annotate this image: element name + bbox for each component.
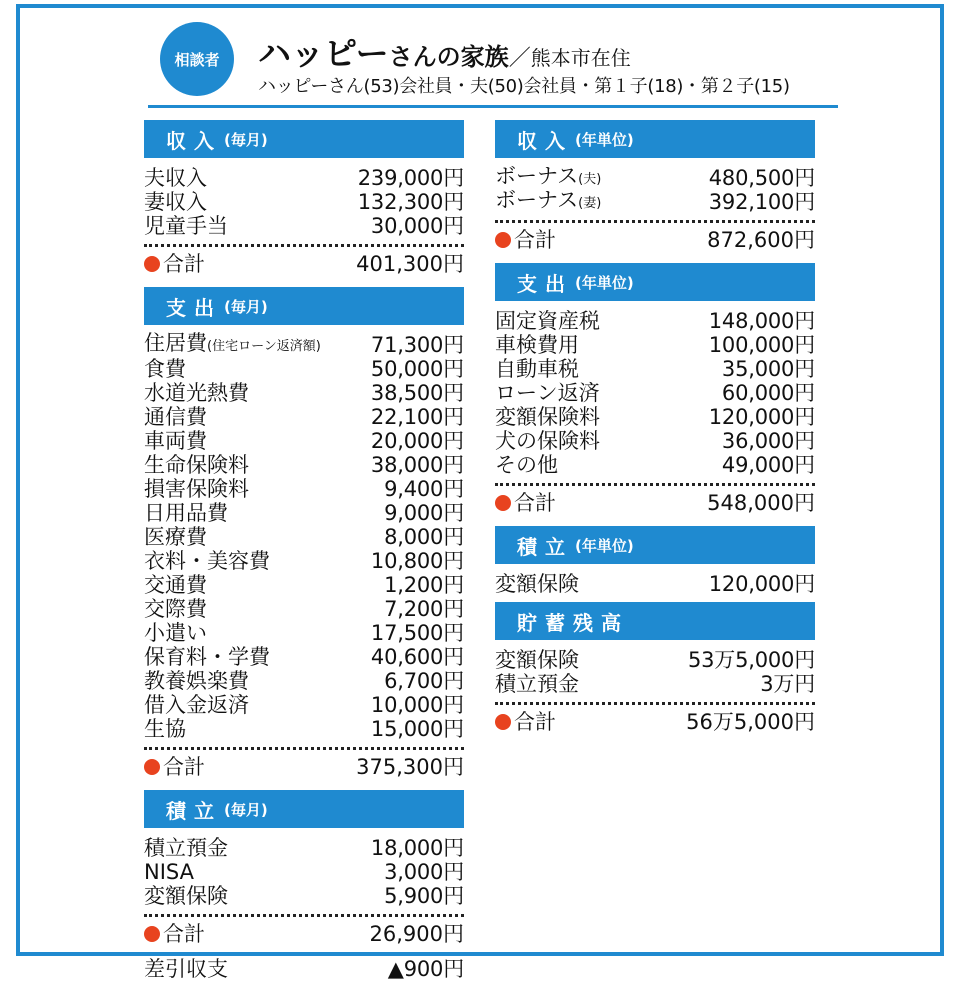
- line-item: [144, 621, 464, 645]
- line-item-value: 10,800円: [370, 549, 464, 573]
- line-item-label-wrap: [144, 669, 249, 693]
- section-title: 貯蓄残高: [517, 610, 629, 635]
- line-item-value: 148,000円: [708, 309, 815, 333]
- line-item: [495, 166, 815, 190]
- line-item-label: 変額保険: [144, 884, 228, 908]
- line-item: [495, 429, 815, 453]
- line-item-label-wrap: [495, 188, 601, 216]
- total-label-wrap: [144, 754, 205, 780]
- line-item-value: 8,000円: [384, 525, 464, 549]
- total-row: [495, 227, 815, 253]
- balance-label: 差引収支: [144, 957, 228, 981]
- line-item-label-wrap: [495, 381, 600, 405]
- line-item-label-wrap: [495, 453, 558, 477]
- line-item: [144, 717, 464, 741]
- line-item-label: 変額保険料: [495, 405, 600, 429]
- line-item-value: 38,500円: [370, 381, 464, 405]
- line-item: [495, 672, 815, 696]
- line-item-sublabel: (夫): [578, 172, 602, 187]
- line-item-label: 固定資産税: [495, 309, 600, 333]
- right-column: [495, 120, 815, 745]
- line-item-label-wrap: [144, 884, 228, 908]
- line-item: [144, 429, 464, 453]
- line-item-value: 15,000円: [370, 717, 464, 741]
- line-item: [144, 453, 464, 477]
- line-item-value: 120,000円: [708, 572, 815, 596]
- section-header: [144, 790, 464, 828]
- line-item: [495, 453, 815, 477]
- section-subtitle: (毎月): [224, 800, 268, 819]
- section-subtitle: (毎月): [224, 130, 268, 149]
- line-item-label: 積立預金: [495, 672, 579, 696]
- line-item-value: 3万円: [760, 672, 815, 696]
- total-label-wrap: [495, 709, 556, 735]
- line-item: [495, 357, 815, 381]
- line-item: [144, 645, 464, 669]
- red-dot-icon: [144, 759, 160, 775]
- line-item-label: 生命保険料: [144, 453, 249, 477]
- line-item-label-wrap: [144, 645, 270, 669]
- dotted-divider: [144, 747, 464, 750]
- line-item-label-wrap: [144, 621, 207, 645]
- line-item-value: 9,000円: [384, 501, 464, 525]
- line-item-label: ローン返済: [495, 381, 600, 405]
- total-label-wrap: [495, 490, 556, 516]
- line-item: [495, 381, 815, 405]
- consultant-header: [148, 8, 838, 108]
- line-item-label-wrap: [144, 381, 249, 405]
- line-item-value: 132,300円: [357, 190, 464, 214]
- line-item: [144, 166, 464, 190]
- family-name-suffix: さんの家族: [388, 43, 509, 71]
- dotted-divider: [495, 702, 815, 705]
- line-item-label: 自動車税: [495, 357, 579, 381]
- total-label-wrap: [144, 921, 205, 947]
- section-header: [144, 120, 464, 158]
- line-item-label: 借入金返済: [144, 693, 249, 717]
- line-item-label-wrap: [144, 549, 270, 573]
- section-title: 積立: [166, 798, 222, 823]
- total-value: 401,300円: [356, 252, 464, 276]
- line-item-label-wrap: [144, 501, 228, 525]
- line-item: [144, 405, 464, 429]
- total-row: [495, 490, 815, 516]
- line-item: [495, 190, 815, 214]
- line-item-value: 53万5,000円: [687, 648, 815, 672]
- line-item-label: 犬の保険料: [495, 429, 600, 453]
- line-item-value: 17,500円: [370, 621, 464, 645]
- line-item-label-wrap: [144, 190, 207, 214]
- section-monthly-income: [144, 120, 464, 277]
- line-item-label-wrap: [144, 693, 249, 717]
- family-name: ハッピー: [258, 34, 389, 73]
- red-dot-icon: [144, 926, 160, 942]
- line-item: [495, 648, 815, 672]
- total-label: 合計: [514, 228, 556, 252]
- line-item: [144, 573, 464, 597]
- line-item-label-wrap: [144, 836, 228, 860]
- line-item-label: 小遣い: [144, 621, 207, 645]
- line-item-label-wrap: [495, 429, 600, 453]
- section-subtitle: (年単位): [575, 130, 634, 149]
- line-item-sublabel: (住宅ローン返済額): [207, 339, 321, 354]
- total-label: 合計: [163, 252, 205, 276]
- line-item-label-wrap: [144, 214, 228, 238]
- line-item-value: 10,000円: [370, 693, 464, 717]
- line-item-label-wrap: [144, 453, 249, 477]
- line-item: [144, 525, 464, 549]
- line-item-value: 480,500円: [708, 166, 815, 190]
- section-monthly-expense: [144, 287, 464, 780]
- line-item: [495, 333, 815, 357]
- line-item-value: 5,900円: [384, 884, 464, 908]
- section-title: 支出: [517, 271, 573, 296]
- line-item: [495, 572, 815, 596]
- line-item-value: 60,000円: [721, 381, 815, 405]
- line-item: [144, 477, 464, 501]
- section-header: [144, 287, 464, 325]
- section-title: 収入: [517, 128, 573, 153]
- name-separator: ／: [508, 46, 531, 71]
- total-label-wrap: [144, 251, 205, 277]
- line-item-label-wrap: [144, 166, 207, 190]
- line-item-label-wrap: [144, 331, 321, 359]
- line-item-value: 120,000円: [708, 405, 815, 429]
- line-item-value: 40,600円: [370, 645, 464, 669]
- line-item-sublabel: (妻): [578, 196, 602, 211]
- line-item-value: 1,200円: [384, 573, 464, 597]
- line-item-label: NISA: [144, 860, 194, 884]
- total-value: 548,000円: [707, 491, 815, 515]
- section-header: [495, 526, 815, 564]
- line-item-label-wrap: [144, 477, 249, 501]
- line-item: [144, 549, 464, 573]
- dotted-divider: [495, 220, 815, 223]
- line-item-label-wrap: [144, 573, 207, 597]
- line-item-label: 住居費: [144, 331, 207, 355]
- total-value: 26,900円: [369, 922, 464, 946]
- line-item-label: 交通費: [144, 573, 207, 597]
- section-annual-income: [495, 120, 815, 253]
- total-row: [495, 709, 815, 735]
- line-item-value: 20,000円: [370, 429, 464, 453]
- line-item-label: 食費: [144, 357, 186, 381]
- red-dot-icon: [144, 256, 160, 272]
- total-label: 合計: [163, 922, 205, 946]
- line-item-label: 日用品費: [144, 501, 228, 525]
- line-item-label: ボーナス: [495, 188, 579, 212]
- total-label: 合計: [514, 710, 556, 734]
- line-item: [495, 309, 815, 333]
- line-item-value: 7,200円: [384, 597, 464, 621]
- line-item-value: 3,000円: [384, 860, 464, 884]
- consultant-badge: 相談者: [160, 22, 234, 96]
- line-item-label: 交際費: [144, 597, 207, 621]
- total-label: 合計: [514, 491, 556, 515]
- line-item-label-wrap: [144, 429, 207, 453]
- line-item: [144, 669, 464, 693]
- dotted-divider: [495, 483, 815, 486]
- line-item-label-wrap: [495, 405, 600, 429]
- line-item-label: 医療費: [144, 525, 207, 549]
- line-item-value: 392,100円: [708, 190, 815, 214]
- line-item-label-wrap: [495, 672, 579, 696]
- line-item-label-wrap: [144, 860, 194, 884]
- section-subtitle: (年単位): [575, 536, 634, 555]
- section-title: 支出: [166, 295, 222, 320]
- red-dot-icon: [495, 232, 511, 248]
- line-item-label: 妻収入: [144, 190, 207, 214]
- line-item-label-wrap: [495, 333, 579, 357]
- line-item-label: 衣料・美容費: [144, 549, 270, 573]
- line-item-label-wrap: [144, 717, 186, 741]
- section-header: [495, 120, 815, 158]
- line-item: [144, 190, 464, 214]
- line-item-value: 49,000円: [721, 453, 815, 477]
- line-item-label: 車検費用: [495, 333, 579, 357]
- section-title: 積立: [517, 534, 573, 559]
- line-item-label: 水道光熱費: [144, 381, 249, 405]
- line-item-label: その他: [495, 453, 558, 477]
- line-item-label-wrap: [495, 572, 579, 596]
- section-monthly-savings: [144, 790, 464, 981]
- family-name-line: [258, 28, 631, 75]
- line-item-label: 生協: [144, 717, 186, 741]
- line-item: [144, 333, 464, 357]
- line-item-label: 積立預金: [144, 836, 228, 860]
- line-item: [495, 405, 815, 429]
- line-item: [144, 860, 464, 884]
- line-item-label: 変額保険: [495, 572, 579, 596]
- line-item-label: 変額保険: [495, 648, 579, 672]
- line-item-value: 6,700円: [384, 669, 464, 693]
- line-item-value: 239,000円: [357, 166, 464, 190]
- total-value: 872,600円: [707, 228, 815, 252]
- line-item-label: 保育料・学費: [144, 645, 270, 669]
- total-value: 56万5,000円: [686, 710, 815, 734]
- line-item-value: 35,000円: [721, 357, 815, 381]
- line-item: [144, 214, 464, 238]
- line-item-value: 100,000円: [708, 333, 815, 357]
- line-item-value: 22,100円: [370, 405, 464, 429]
- line-item-value: 30,000円: [370, 214, 464, 238]
- section-subtitle: (年単位): [575, 273, 634, 292]
- line-item-value: 71,300円: [370, 333, 464, 357]
- line-item-label-wrap: [144, 405, 207, 429]
- line-item: [144, 884, 464, 908]
- line-item: [144, 357, 464, 381]
- section-title: 収入: [166, 128, 222, 153]
- line-item-value: 9,400円: [384, 477, 464, 501]
- line-item-label-wrap: [144, 357, 186, 381]
- total-row: [144, 754, 464, 780]
- line-item: [144, 836, 464, 860]
- section-subtitle: (毎月): [224, 297, 268, 316]
- line-item-label-wrap: [495, 648, 579, 672]
- line-item-label-wrap: [144, 597, 207, 621]
- line-item-label-wrap: [495, 309, 600, 333]
- line-item: [144, 597, 464, 621]
- section-header: [495, 263, 815, 301]
- line-item-label-wrap: [495, 357, 579, 381]
- line-item-label: 夫収入: [144, 166, 207, 190]
- total-value: 375,300円: [356, 755, 464, 779]
- section-annual-savings: [495, 526, 815, 602]
- red-dot-icon: [495, 495, 511, 511]
- line-item-label: 車両費: [144, 429, 207, 453]
- line-item-label: 児童手当: [144, 214, 228, 238]
- section-savings-balance: [495, 602, 815, 735]
- line-item-label: 損害保険料: [144, 477, 249, 501]
- total-row: [144, 251, 464, 277]
- family-members: ハッピーさん(53)会社員・夫(50)会社員・第１子(18)・第２子(15): [258, 76, 790, 97]
- total-label-wrap: [495, 227, 556, 253]
- line-item-value: 36,000円: [721, 429, 815, 453]
- line-item: [144, 693, 464, 717]
- red-dot-icon: [495, 714, 511, 730]
- line-item-label: 教養娯楽費: [144, 669, 249, 693]
- line-item-label: ボーナス: [495, 164, 579, 188]
- line-item-label-wrap: [144, 525, 207, 549]
- dotted-divider: [144, 914, 464, 917]
- line-item-value: 18,000円: [370, 836, 464, 860]
- left-column: [144, 120, 464, 981]
- line-item-label: 通信費: [144, 405, 207, 429]
- line-item: [144, 381, 464, 405]
- section-header: [495, 602, 815, 640]
- total-row: [144, 921, 464, 947]
- line-item-value: 38,000円: [370, 453, 464, 477]
- section-annual-expense: [495, 263, 815, 516]
- residence: 熊本市在住: [530, 46, 631, 70]
- line-item: [144, 501, 464, 525]
- line-item-value: 50,000円: [370, 357, 464, 381]
- balance-row: [144, 957, 464, 981]
- dotted-divider: [144, 244, 464, 247]
- balance-value: ▲900円: [387, 957, 464, 981]
- total-label: 合計: [163, 755, 205, 779]
